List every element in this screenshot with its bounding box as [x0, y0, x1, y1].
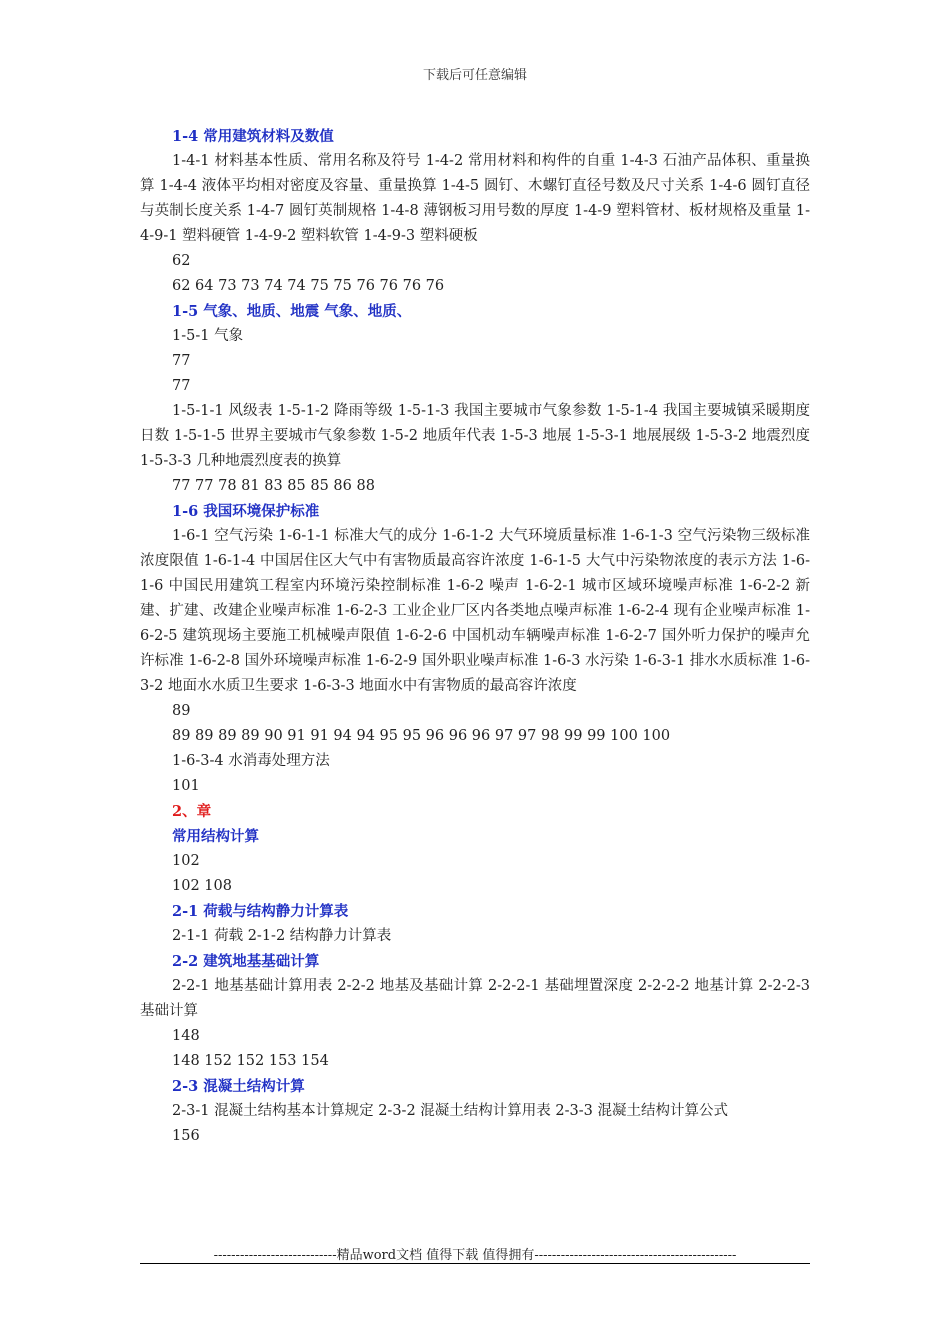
paragraph: 89 89 89 89 90 91 91 94 94 95 95 96 96 96 97 97 98 99 99 100 100 — [172, 728, 671, 744]
page-footer: ----------------------------精品word文档 值得下载 值得拥有---------------------------------------------- — [213, 1248, 737, 1263]
paragraph: 77 77 78 81 83 85 85 86 88 — [172, 478, 375, 494]
section-heading: 2-3 混凝土结构计算 — [172, 1078, 305, 1095]
section-heading: 1-6 我国环境保护标准 — [172, 503, 320, 520]
paragraph: 148 152 152 153 154 — [172, 1053, 329, 1069]
section-heading: 1-4 常用建筑材料及数值 — [172, 128, 334, 145]
document-body — [140, 124, 810, 1149]
paragraph: 2-2-1 地基基础计算用表 2-2-2 地基及基础计算 2-2-2-1 基础埋置深度 2-2-2-2 地基计算 2-2-2-3 基础计算 — [140, 978, 810, 1019]
paragraph: 156 — [172, 1128, 200, 1144]
paragraph: 77 — [172, 353, 191, 369]
section-heading: 2-2 建筑地基基础计算 — [172, 953, 320, 970]
paragraph: 89 — [172, 703, 191, 719]
paragraph: 1-5-1-1 风级表 1-5-1-2 降雨等级 1-5-1-3 我国主要城市气象参数 1-5-1-4 我国主要城镇采暖期度日数 1-5-1-5 世界主要城市气象参数 1-5-2 地质年代表 1-5-3 地展 1-5-3-1 地展展级 1-5-3-2 地震烈度 1-5-3-3 几种地震烈度表的换算 — [140, 403, 810, 469]
paragraph: 1-6-3-4 水消毒处理方法 — [172, 753, 330, 769]
paragraph: 1-5-1 气象 — [172, 328, 244, 344]
paragraph: 148 — [172, 1028, 200, 1044]
section-heading: 2-1 荷载与结构静力计算表 — [172, 903, 349, 920]
paragraph: 101 — [172, 778, 200, 794]
paragraph: 62 — [172, 253, 191, 269]
chapter-heading: 2、章 — [172, 803, 212, 820]
paragraph: 1-6-1 空气污染 1-6-1-1 标准大气的成分 1-6-1-2 大气环境质量标准 1-6-1-3 空气污染物三级标准浓度限值 1-6-1-4 中国居住区大气中有害物质最高容许浓度 1-6-1-5 大气中污染物浓度的表示方法 1-6-1-6 中国民用建筑工程室内环境污染控制标准 1-6-2 噪声 1-6-2-1 城市区域环境噪声标准 1-6-2-2 新建、扩建、改建企业噪声标准 1-6-2-3 工业企业厂区内各类地点噪声标准 1-6-2-4 现有企业噪声标准 1-6-2-5 建筑现场主要施工机械噪声限值 1-6-2-6 中国机动车辆噪声标准 1-6-2-7 国外听力保护的噪声允许标准 1-6-2-8 国外环境噪声标准 1-6-2-9 国外职业噪声标准 1-6-3 水污染 1-6-3-1 排水水质标准 1-6-3-2 地面水水质卫生要求 1-6-3-3 地面水中有害物质的最高容许浓度 — [140, 528, 810, 694]
section-heading: 1-5 气象、地质、地震 气象、地质、 — [172, 303, 412, 320]
paragraph: 2-3-1 混凝土结构基本计算规定 2-3-2 混凝土结构计算用表 2-3-3 混凝土结构计算公式 — [172, 1103, 728, 1119]
paragraph: 62 64 73 73 74 74 75 75 76 76 76 76 — [172, 278, 445, 294]
page-header: 下载后可任意编辑 — [422, 68, 527, 83]
paragraph: 77 — [172, 378, 191, 394]
paragraph: 2-1-1 荷载 2-1-2 结构静力计算表 — [172, 928, 392, 944]
paragraph: 102 — [172, 853, 200, 869]
footer-divider — [140, 1263, 810, 1264]
section-heading: 常用结构计算 — [172, 828, 259, 845]
paragraph: 1-4-1 材料基本性质、常用名称及符号 1-4-2 常用材料和构件的自重 1-4-3 石油产品体积、重量换算 1-4-4 液体平均相对密度及容量、重量换算 1-4-5 圆钉、木螺钉直径号数及尺寸关系 1-4-6 圆钉直径与英制长度关系 1-4-7 圆钉英制规格 1-4-8 薄钢板习用号数的厚度 1-4-9 塑料管材、板材规格及重量 1-4-9-1 塑料硬管 1-4-9-2 塑料软管 1-4-9-3 塑料硬板 — [140, 153, 810, 244]
paragraph: 102 108 — [172, 878, 232, 894]
